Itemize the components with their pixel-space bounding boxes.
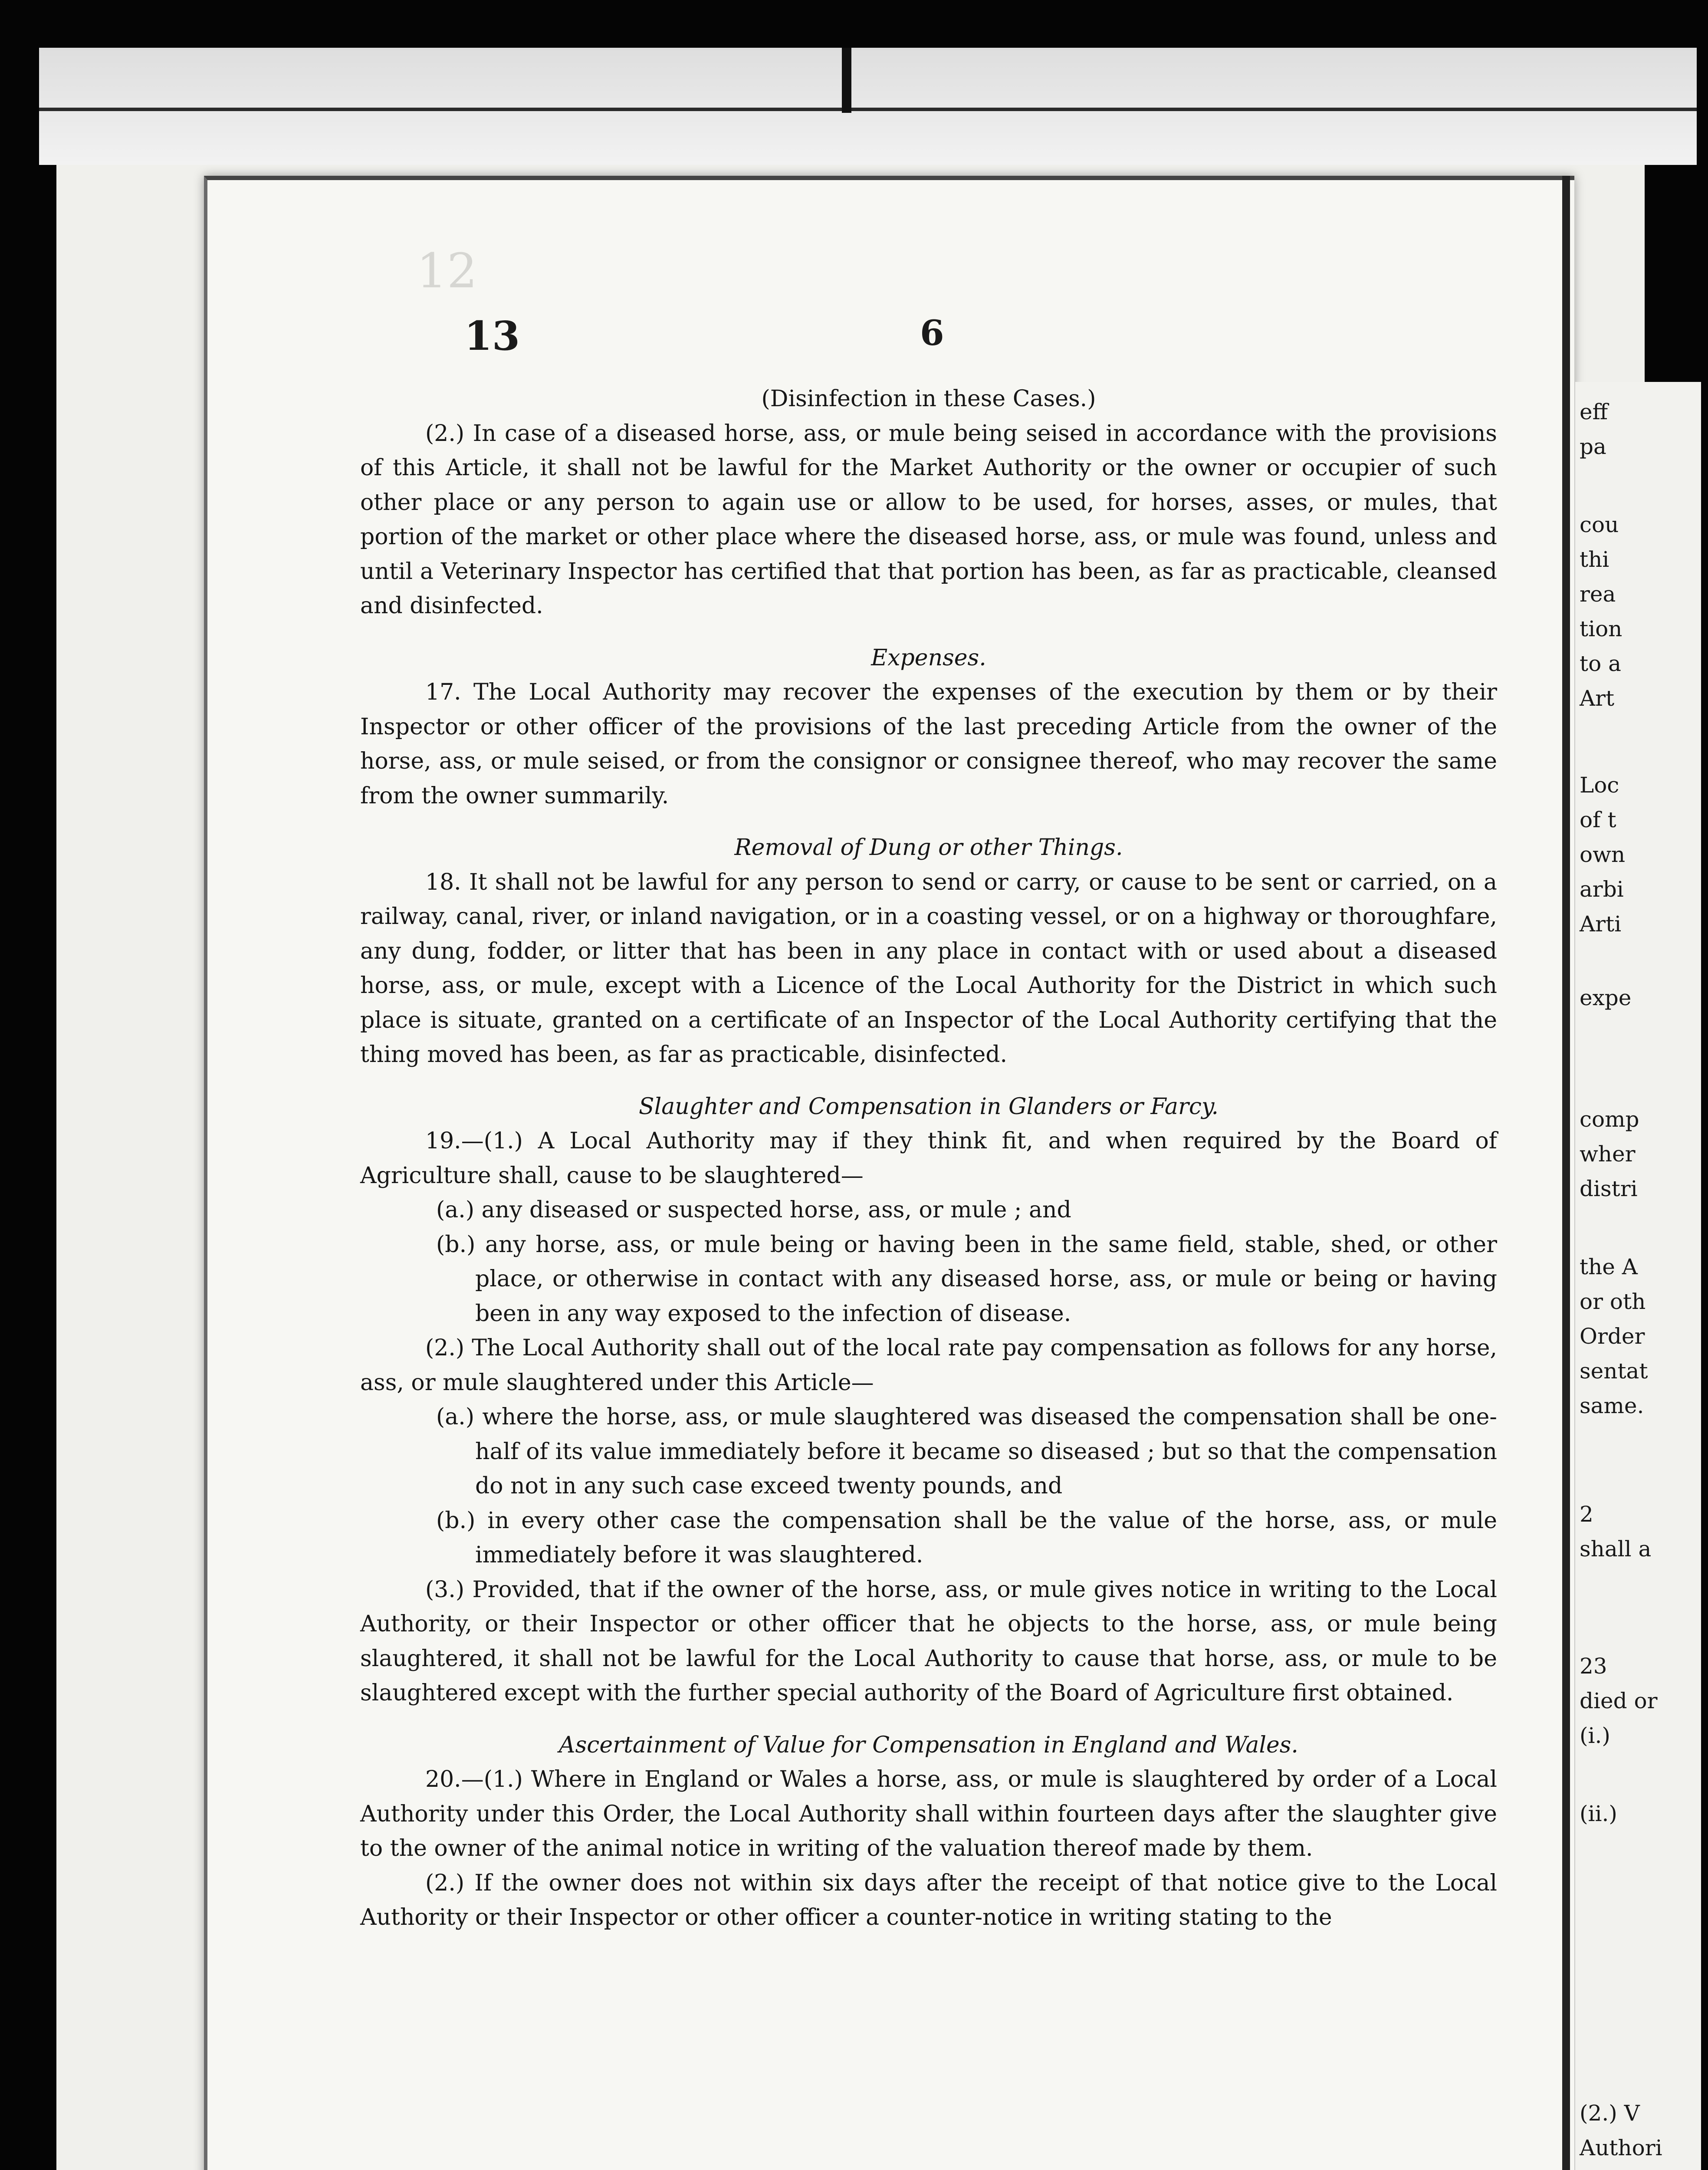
paragraph-20-2: (2.) If the owner does not within six days after the receipt of that notice give to the Local Authority or their Inspector or other officer a counter-notice in writing stating to the (360, 1870, 1497, 1930)
adjacent-page-line: cou (1580, 512, 1619, 537)
adjacent-page-line: tion (1580, 616, 1623, 641)
adjacent-page-line: wher (1580, 1141, 1636, 1167)
section-heading-slaughter: Slaughter and Compensation in Glanders or Farcy. (638, 1093, 1219, 1120)
section-heading-expenses: Expenses. (871, 644, 986, 671)
adjacent-page-line: own (1580, 842, 1626, 867)
page-right-edge (1562, 176, 1570, 2170)
adjacent-page-line: sentat (1580, 1358, 1648, 1384)
paragraph-17: 17. The Local Authority may recover the expenses of the execution by them or by their Inspector or other officer of the provisions of the last preceding Article from the owner of the horse, ass, or mule seised, or from the consignor or consignee thereof, who may recover the same from the owner summarily. (360, 679, 1497, 809)
paragraph-20-1: 20.—(1.) Where in England or Wales a horse, ass, or mule is slaughtered by order of a Local Authority under this Order, the Local Authority shall within fourteen days after the slaughter give to the owner of the animal notice in writing of the valuation thereof made by them. (360, 1766, 1497, 1861)
adjacent-page-line: rea (1580, 582, 1616, 607)
page-number-center: 6 (920, 312, 944, 353)
section-heading-disinfection: (Disinfection in these Cases.) (761, 386, 1096, 412)
adjacent-page-line: thi (1580, 547, 1609, 572)
adjacent-page-line: died or (1580, 1688, 1658, 1713)
microfilm-frame-top (39, 48, 1697, 165)
adjacent-page-line: eff (1580, 399, 1608, 424)
adjacent-page-line: expe (1580, 985, 1632, 1010)
adjacent-page-line: arbi (1580, 877, 1624, 902)
paragraph-18: 18. It shall not be lawful for any person to send or carry, or cause to be sent or carried, on a railway, canal, river, or inland navigation, or in a coasting vessel, or on a highway or thoroughfare, any dung, fodder, or litter that has been in any place in contact with or used about a diseased horse, ass, or mule, except with a Licence of the Local Authority for the District in which such place is situate, granted on a certificate of an Inspector of the Local Authority certifying that the thing moved has been, as far as practicable, disinfected. (360, 869, 1497, 1068)
frame-tick-mark (842, 48, 851, 113)
paragraph-16-2: (2.) In case of a diseased horse, ass, or mule being seised in accordance with the provisions of this Article, it shall not be lawful for the Market Authority or the owner or occupier of such other place or any person to again use or allow to be used, for horses, asses, or mules, that portion of the market or other place where the diseased horse, ass, or mule was found, unless and until a Veterinary Inspector has certified that that portion has been, as far as practicable, cleansed and disinfected. (360, 420, 1497, 619)
ghost-page-number: 12 (417, 243, 477, 299)
adjacent-page-line: (i.) (1580, 1723, 1610, 1748)
adjacent-page-fragment (1575, 382, 1701, 2170)
adjacent-page-line: Order (1580, 1324, 1645, 1349)
clause-19-2-b: (b.) in every other case the compensation shall be the value of the horse, ass, or mule immediately before it was slaughtered. (436, 1507, 1497, 1568)
adjacent-page-line: to a (1580, 651, 1621, 676)
paragraph-19-3: (3.) Provided, that if the owner of the horse, ass, or mule gives notice in writing to the Local Authority, or their Inspector or other officer that he objects to the horse, ass, or mule being slaughtered, it shall not be lawful for the Local Authority to cause that horse, ass, or mule to be slaughtered except with the further special authority of the Board of Agriculture first obtained. (360, 1576, 1497, 1706)
adjacent-page-line: comp (1580, 1107, 1639, 1132)
adjacent-page-line: Art (1580, 686, 1615, 711)
frame-divider-line (39, 108, 1697, 111)
adjacent-page-line: (2.) V (1580, 2101, 1640, 2126)
adjacent-page-line: shall a (1580, 1536, 1652, 1562)
adjacent-page-line: (ii.) (1580, 1801, 1617, 1826)
page-number-left: 13 (464, 312, 520, 359)
adjacent-page-line: distri (1580, 1176, 1638, 1201)
paragraph-19-1: 19.—(1.) A Local Authority may if they think fit, and when required by the Board of Agriculture shall, cause to be slaughtered— (360, 1128, 1497, 1189)
clause-19-1-b: (b.) any horse, ass, or mule being or having been in the same field, stable, shed, or other place, or otherwise in contact with any diseased horse, ass, or mule or being or having been in any way exposed to the infection of disease. (436, 1231, 1497, 1327)
adjacent-page-line: Arti (1580, 911, 1622, 937)
document-text-column (360, 382, 1497, 1935)
clause-19-1-a: (a.) any diseased or suspected horse, ass, or mule ; and (436, 1197, 1071, 1223)
adjacent-page-line: 2 (1580, 1502, 1593, 1527)
section-heading-removal: Removal of Dung or other Things. (734, 835, 1123, 861)
section-heading-ascertainment: Ascertainment of Value for Compensation in England and Wales. (559, 1732, 1298, 1758)
clause-19-2-a: (a.) where the horse, ass, or mule slaughtered was diseased the compensation shall be one-half of its value immediately before it became so diseased ; but so that the compensation do not in any such case exceed twenty pounds, and (436, 1404, 1497, 1499)
adjacent-page-line: the A (1580, 1254, 1638, 1279)
adjacent-page-line: same. (1580, 1393, 1644, 1418)
adjacent-page-line: Authori (1580, 2135, 1662, 2160)
adjacent-page-line: pa (1580, 434, 1606, 459)
paragraph-19-2: (2.) The Local Authority shall out of the local rate pay compensation as follows for any horse, ass, or mule slaughtered under this Article— (360, 1335, 1497, 1396)
adjacent-page-line: or oth (1580, 1289, 1646, 1314)
adjacent-page-line: 23 (1580, 1654, 1607, 1679)
adjacent-page-line: of t (1580, 807, 1616, 832)
adjacent-page-line: Loc (1580, 773, 1619, 798)
